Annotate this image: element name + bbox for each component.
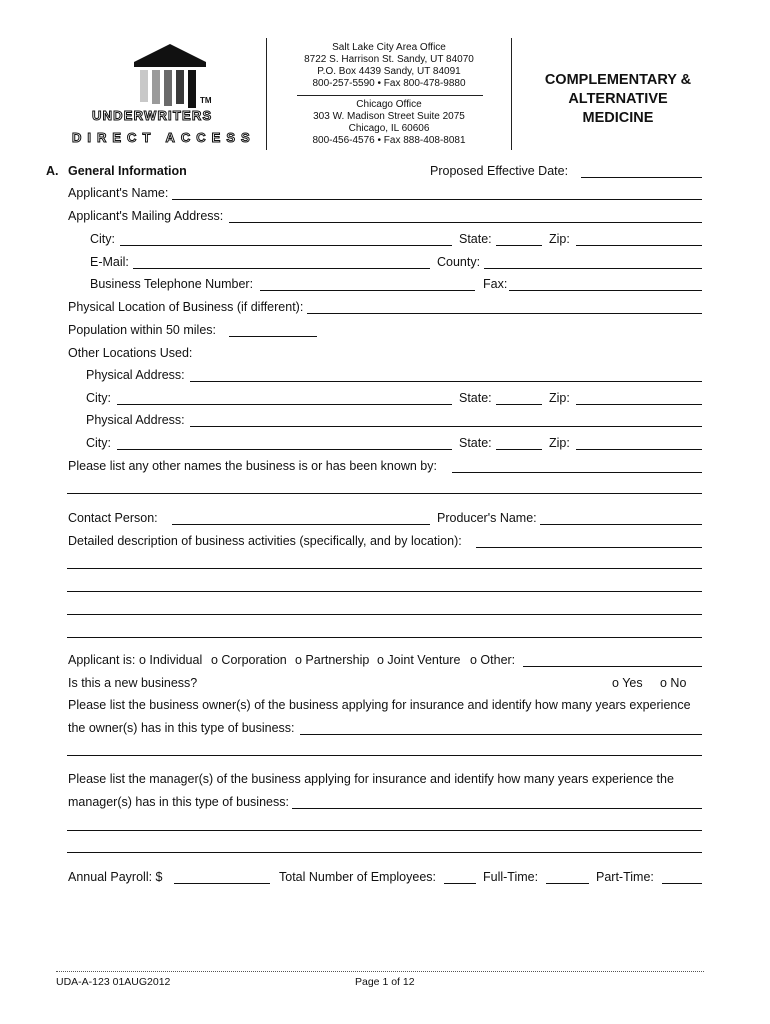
contact-person-field[interactable] xyxy=(172,524,430,525)
state-3-field[interactable] xyxy=(496,449,542,450)
full-time-field[interactable] xyxy=(546,883,589,884)
footer-page-number: Page 1 of 12 xyxy=(355,976,415,988)
business-phone-field[interactable] xyxy=(260,290,475,291)
state-2-label: State: xyxy=(459,391,492,405)
producer-name-field[interactable] xyxy=(540,524,702,525)
managers-field[interactable] xyxy=(292,808,702,809)
zip-2-field[interactable] xyxy=(576,404,702,405)
city-label: City: xyxy=(90,232,115,246)
managers-label-line1: Please list the manager(s) of the business applying for insurance and identify how many years experience the xyxy=(68,772,674,786)
description-field[interactable] xyxy=(476,547,702,548)
owners-label-line1: Please list the business owner(s) of the business applying for insurance and identify how many years experience xyxy=(68,698,691,712)
applicant-name-label: Applicant's Name: xyxy=(68,186,169,200)
description-field-line5[interactable] xyxy=(67,637,702,638)
chicago-office-line1: 303 W. Madison Street Suite 2075 xyxy=(313,111,465,122)
option-other[interactable]: o Other: xyxy=(470,653,516,667)
part-time-field[interactable] xyxy=(662,883,702,884)
option-individual[interactable]: o Individual xyxy=(139,653,203,667)
producer-name-label: Producer's Name: xyxy=(437,511,537,525)
state-3-label: State: xyxy=(459,436,492,450)
fax-label: Fax: xyxy=(483,277,508,291)
option-yes[interactable]: o Yes xyxy=(612,676,643,690)
physical-address-2-field[interactable] xyxy=(190,426,702,427)
option-corporation[interactable]: o Corporation xyxy=(211,653,287,667)
option-no[interactable]: o No xyxy=(660,676,687,690)
population-label: Population within 50 miles: xyxy=(68,323,216,337)
logo xyxy=(70,40,270,150)
physical-location-label: Physical Location of Business (if different): xyxy=(68,300,304,314)
managers-field-line3[interactable] xyxy=(67,852,702,853)
physical-address-2-label: Physical Address: xyxy=(86,413,185,427)
form-title-line1: COMPLEMENTARY & xyxy=(544,72,692,88)
physical-address-1-field[interactable] xyxy=(190,381,702,382)
city-2-label: City: xyxy=(86,391,111,405)
logo-text-direct-access: DIRECT ACCESS xyxy=(72,130,256,145)
slc-office-name: Salt Lake City Area Office xyxy=(332,42,446,53)
slc-office-line1: 8722 S. Harrison St. Sandy, UT 84070 xyxy=(304,54,474,65)
county-field[interactable] xyxy=(484,268,702,269)
other-locations-label: Other Locations Used: xyxy=(68,346,193,360)
option-joint-venture[interactable]: o Joint Venture xyxy=(377,653,461,667)
city-2-field[interactable] xyxy=(117,404,452,405)
slc-office-line2: P.O. Box 4439 Sandy, UT 84091 xyxy=(317,66,461,77)
new-business-label: Is this a new business? xyxy=(68,676,198,690)
form-title-line2: ALTERNATIVE xyxy=(568,91,668,107)
other-type-field[interactable] xyxy=(523,666,702,667)
city-field[interactable] xyxy=(120,245,452,246)
owners-label-line2: the owner(s) has in this type of business: xyxy=(68,721,295,735)
mailing-address-field[interactable] xyxy=(229,222,702,223)
fax-field[interactable] xyxy=(509,290,702,291)
chicago-office-line2: Chicago, IL 60606 xyxy=(348,123,430,134)
chicago-office-line3: 800-456-4576 • Fax 888-408-8081 xyxy=(312,135,466,146)
total-employees-field[interactable] xyxy=(444,883,476,884)
zip-2-label: Zip: xyxy=(549,391,570,405)
building-logo-icon xyxy=(70,40,270,112)
other-names-label: Please list any other names the business is or has been known by: xyxy=(68,459,437,473)
contact-person-label: Contact Person: xyxy=(68,511,158,525)
state-field[interactable] xyxy=(496,245,542,246)
annual-payroll-field[interactable] xyxy=(174,883,270,884)
logo-text-underwriters: UNDERWRITERS xyxy=(92,108,213,123)
state-2-field[interactable] xyxy=(496,404,542,405)
physical-address-1-label: Physical Address: xyxy=(86,368,185,382)
effective-date-label: Proposed Effective Date: xyxy=(430,164,569,178)
address-separator xyxy=(297,95,483,96)
description-field-line3[interactable] xyxy=(67,591,702,592)
zip-field[interactable] xyxy=(576,245,702,246)
total-employees-label: Total Number of Employees: xyxy=(279,870,437,884)
footer-form-id: UDA-A-123 01AUG2012 xyxy=(56,976,171,988)
full-time-label: Full-Time: xyxy=(483,870,539,884)
annual-payroll-label: Annual Payroll: $ xyxy=(68,870,163,884)
managers-label-line2: manager(s) has in this type of business: xyxy=(68,795,289,809)
physical-location-field[interactable] xyxy=(307,313,702,314)
effective-date-field[interactable] xyxy=(581,177,702,178)
logo-tm: TM xyxy=(200,96,212,105)
other-names-field[interactable] xyxy=(452,472,702,473)
population-field[interactable] xyxy=(229,336,317,337)
section-letter: A. xyxy=(46,164,59,178)
chicago-office-name: Chicago Office xyxy=(356,99,422,110)
description-field-line4[interactable] xyxy=(67,614,702,615)
option-partnership[interactable]: o Partnership xyxy=(295,653,370,667)
email-label: E-Mail: xyxy=(90,255,129,269)
applicant-is-label: Applicant is: xyxy=(68,653,136,667)
zip-label: Zip: xyxy=(549,232,570,246)
other-names-field-line2[interactable] xyxy=(67,493,702,494)
applicant-name-field[interactable] xyxy=(172,199,702,200)
zip-3-label: Zip: xyxy=(549,436,570,450)
business-phone-label: Business Telephone Number: xyxy=(90,277,254,291)
city-3-label: City: xyxy=(86,436,111,450)
city-3-field[interactable] xyxy=(117,449,452,450)
zip-3-field[interactable] xyxy=(576,449,702,450)
owners-field-line2[interactable] xyxy=(67,755,702,756)
state-label: State: xyxy=(459,232,492,246)
county-label: County: xyxy=(437,255,481,269)
part-time-label: Part-Time: xyxy=(596,870,654,884)
section-title: General Information xyxy=(68,164,187,178)
slc-office-line3: 800-257-5590 • Fax 800-478-9880 xyxy=(312,78,466,89)
footer-rule xyxy=(56,971,704,972)
description-field-line2[interactable] xyxy=(67,568,702,569)
email-field[interactable] xyxy=(133,268,430,269)
managers-field-line2[interactable] xyxy=(67,830,702,831)
description-label: Detailed description of business activities (specifically, and by location): xyxy=(68,534,462,548)
form-title-line3: MEDICINE xyxy=(582,110,654,126)
mailing-address-label: Applicant's Mailing Address: xyxy=(68,209,224,223)
owners-field[interactable] xyxy=(300,734,702,735)
